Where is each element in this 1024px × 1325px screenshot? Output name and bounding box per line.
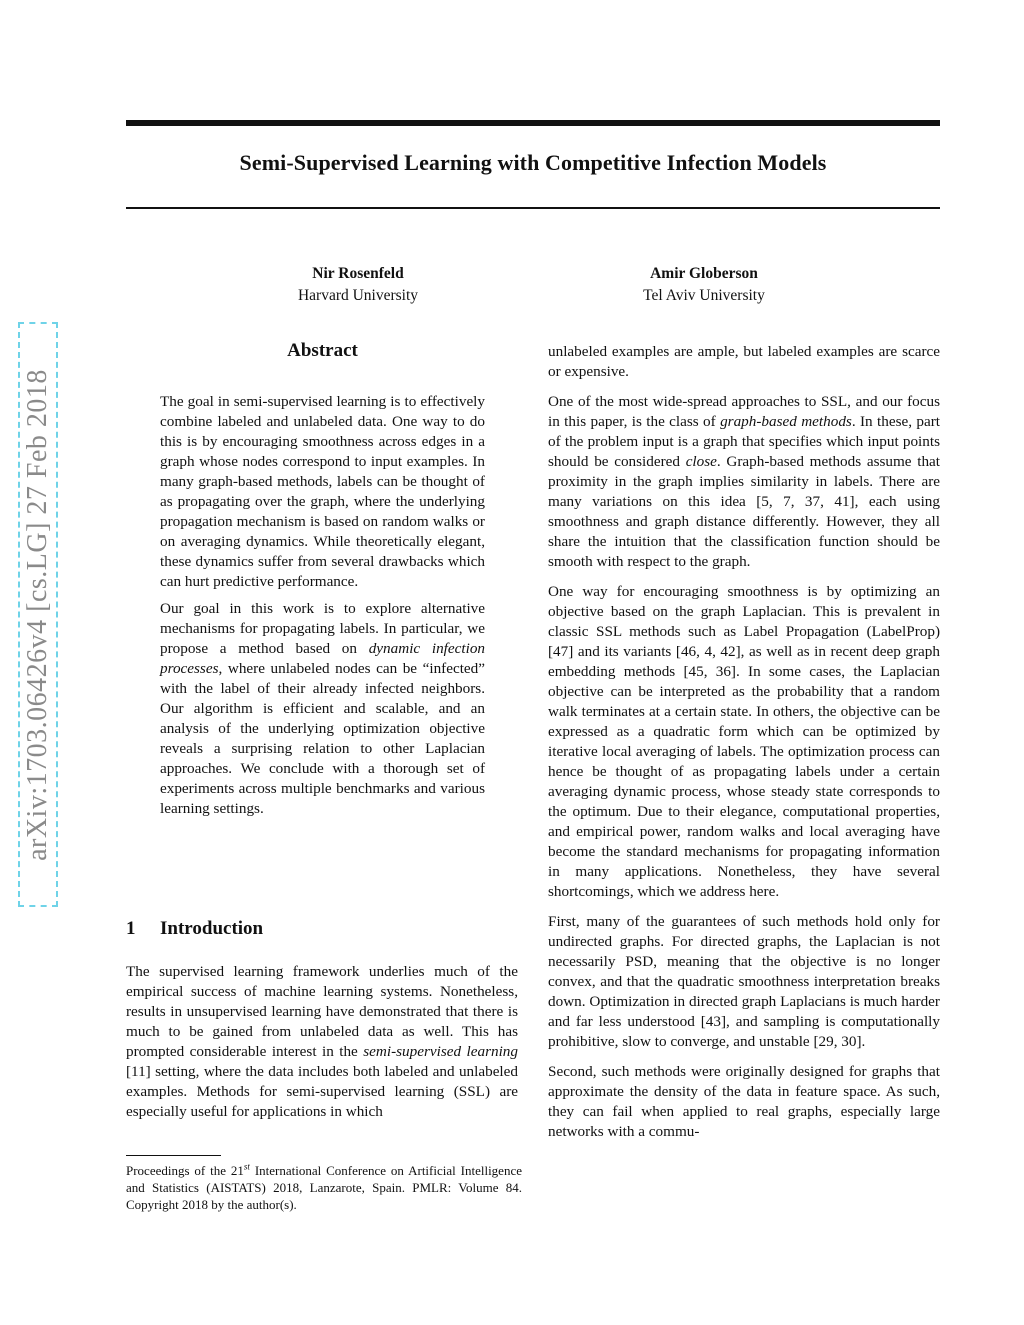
body-paragraph: One way for encouraging smoothness is by optimizing an objective based on the graph Laplacian. This is prevalent in classic SSL methods such as Label Propagation (LabelProp) [47] and its variants [46, 4, 42], as well as in recent deep graph embedding methods [45, 36]. In some cases, the Laplacian objective can be interpreted as the probability that a random walk terminates at a certain state. In others, the objective can be expressed as a quadratic form which can be optimized by iterative local averaging of labels. The optimization process can hence be thought of as propagating labels under a certain averaging dynamic process, whose steady state corresponds to the optimum. Due to their elegance, computational properties, and empirical power, random walks and local averaging have become the standard mechanisms for propagating information in many applications. Nonetheless, they have several shortcomings, which we address here.: [548, 583, 940, 900]
author-block-2: [584, 263, 824, 307]
emphasis: graph-based methods: [720, 413, 852, 430]
author-affiliation: Tel Aviv University: [643, 287, 765, 304]
section-heading-introduction: [126, 918, 263, 940]
body-paragraph: unlabeled examples are ample, but labeled examples are scarce or expensive.: [548, 343, 940, 380]
author-name: Amir Globerson: [650, 265, 758, 282]
body-paragraph: One of the most wide-spread approaches to SSL, and our focus in this paper, is the class of graph-based methods. In these, part of the problem input is a graph that specifies which input points should be considered close. Graph-based methods assume that proximity in the graph implies similarity in labels. There are many variations on this idea [5, 7, 37, 41], each using smoothness and graph distance differently. However, they all share the intuition that the classification function should be smooth with respect to the graph.: [548, 393, 940, 570]
author-affiliation: Harvard University: [297, 287, 419, 304]
body-paragraph: Second, such methods were originally designed for graphs that approximate the density of the data in feature space. As such, they can fail when applied to real graphs, especially large networks with a commu-: [548, 1063, 940, 1140]
abstract-paragraph: The goal in semi-supervised learning is to effectively combine labeled and unlabeled data. One way to do this is by encouraging smoothness across edges in a graph whose nodes correspond to input examples. In many graph-based methods, labels can be thought of as propagating over the graph, where the underlying propagation mechanism is based on random walks or on averaging dynamics. While theoretically elegant, these dynamics suffer from several drawbacks which can hurt predictive performance.: [160, 393, 485, 590]
abstract-body: [160, 392, 485, 819]
footnote-rule: [126, 1155, 221, 1156]
emphasis: semi-supervised learning: [363, 1043, 518, 1060]
emphasis: dynamic infection processes: [160, 640, 486, 677]
arxiv-stamp[interactable]: [18, 322, 58, 907]
paper-title: Semi-Supervised Learning with Competitive Infection Models: [239, 150, 827, 175]
section-number: 1: [126, 918, 136, 939]
arxiv-stamp-text: arXiv:1703.06426v4 [cs.LG] 27 Feb 2018: [22, 368, 53, 861]
superscript: st: [243, 1161, 250, 1172]
abstract-paragraph: Our goal in this work is to explore alternative mechanisms for propagating labels. In particular, we propose a method based on dynamic infection processes, where unlabeled nodes can be “infected” with the label of their already infected neighbors. Our algorithm is efficient and scalable, and an analysis of the underlying optimization objective reveals a surprising relation to other Laplacian approaches. We conclude with a thorough set of experiments across multiple benchmarks and various learning settings.: [160, 600, 486, 817]
author-name: Nir Rosenfeld: [312, 265, 404, 282]
title-top-rule: [126, 120, 940, 126]
abstract-heading: Abstract: [287, 340, 358, 361]
author-block-1: [238, 263, 478, 307]
introduction-body: [126, 962, 518, 1122]
emphasis: close: [685, 453, 717, 470]
body-paragraph: The supervised learning framework underlies much of the empirical success of machine learning systems. Nonetheless, results in unsupervised learning have demonstrated that there is much to be gained from unlabeled data as well. This has prompted considerable interest in the semi-supervised learning [11] setting, where the data includes both labeled and unlabeled examples. Methods for semi-supervised learning (SSL) are especially useful for applications in which: [126, 963, 518, 1120]
title-bottom-rule: [126, 207, 940, 209]
footnote: Proceedings of the 21st International Conference on Artificial Intelligence and Statistics (AISTATS) 2018, Lanzarote, Spain. PMLR: Volume 84. Copyright 2018 by the author(s).: [126, 1161, 522, 1212]
right-column-body: [548, 342, 940, 1142]
body-paragraph: First, many of the guarantees of such methods hold only for undirected graphs. For directed graphs, the Laplacian is not necessarily PSD, meaning that the objective is no longer convex, and that the quadratic smoothness interpretation breaks down. Optimization in directed graph Laplacians is much harder and far less understood [43], and sampling is computationally prohibitive, slow to converge, and unstable [29, 30].: [548, 913, 940, 1050]
section-title: Introduction: [160, 918, 264, 939]
